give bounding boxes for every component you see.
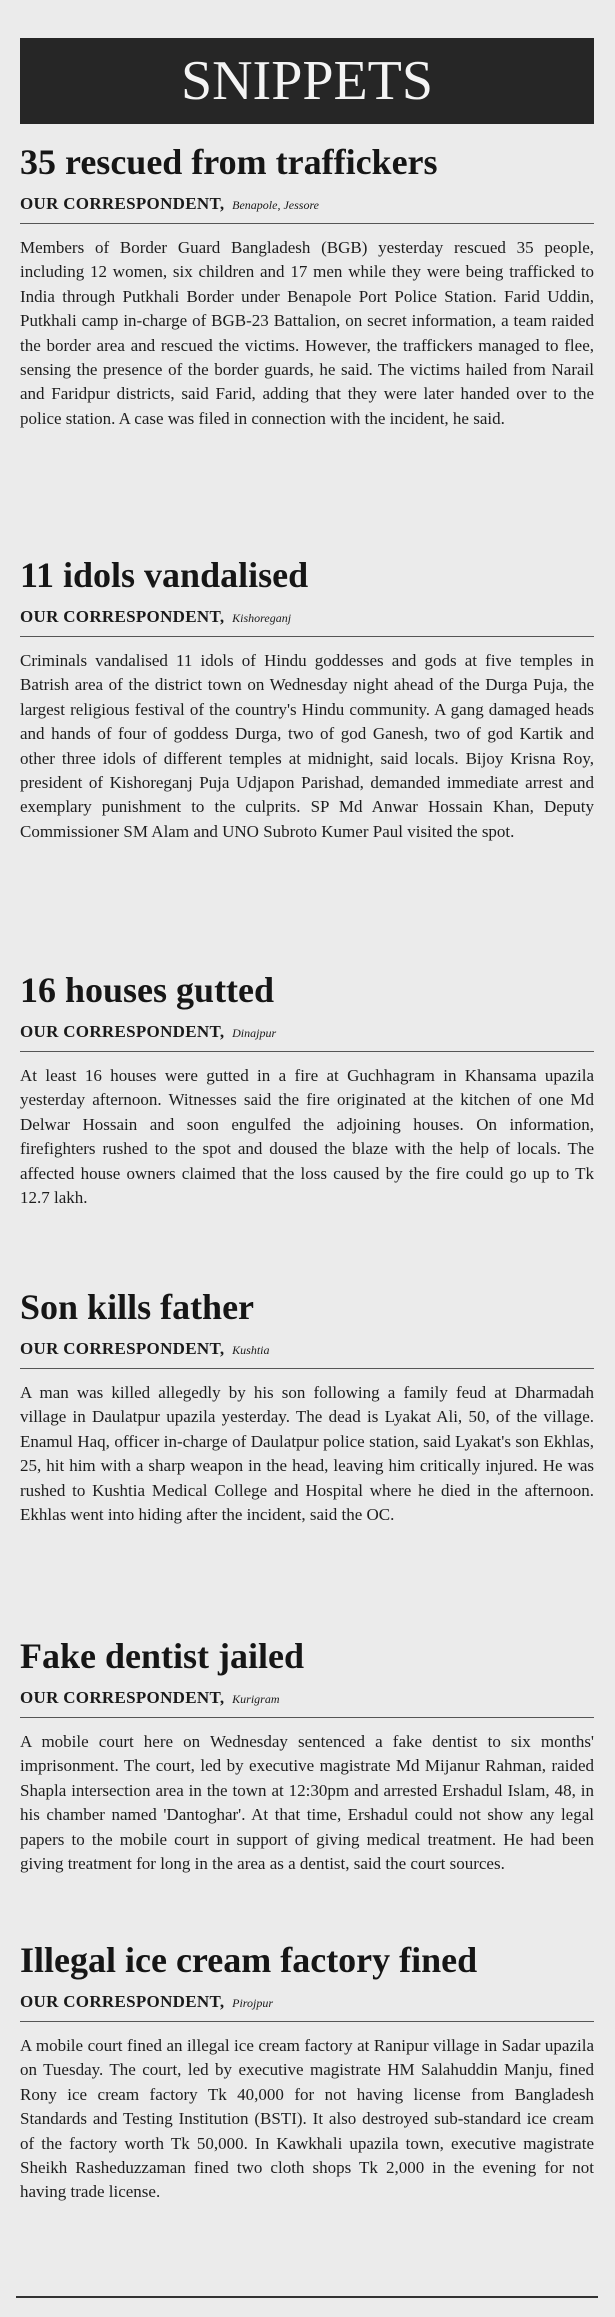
article-byline	[20, 607, 594, 628]
article-body: A man was killed allegedly by his son following a family feud at Dharmadah village in Daulatpur upazila yesterday. The dead is Lyakat Ali, 50, of the village. Enamul Haq, officer in-charge of Daulatpur police station, said Lyakat's son Ekhlas, 25, hit him with a sharp weapon in the head, leaving him critically injured. He was rushed to Kushtia Medical College and Hospital where he died in the afternoon. Ekhlas went into hiding after the incident, said the OC.	[20, 1383, 594, 1525]
article-byline	[20, 1022, 594, 1043]
article-body: Criminals vandalised 11 idols of Hindu goddesses and gods at five temples in Batrish area of the district town on Wednesday night ahead of the Durga Puja, the largest religious festival of the country's Hindu community. A gang damaged heads and hands of four of goddess Durga, two of god Ganesh, two of god Kartik and other three idols of different temples at midnight, said locals. Bijoy Krisna Roy, president of Kishoreganj Puja Udjapon Parishad, demanded immediate arrest and exemplary punishment to the culprits. SP Md Anwar Hossain Khan, Deputy Commissioner SM Alam and UNO Subroto Kumer Paul visited the spot.	[20, 651, 594, 841]
article-byline	[20, 1992, 594, 2013]
article-headline: Illegal ice cream factory fined	[20, 1940, 478, 1980]
article-headline: Son kills father	[20, 1287, 255, 1327]
article-headline: 16 houses gutted	[20, 970, 275, 1010]
byline-divider	[20, 1051, 594, 1052]
article-idols	[20, 555, 594, 844]
byline-location: Kishoreganj	[232, 611, 292, 625]
article-houses	[20, 970, 594, 1210]
article-son-kills-father	[20, 1287, 594, 1527]
section-title: SNIPPETS	[180, 50, 434, 112]
byline-author: OUR CORRESPONDENT,	[20, 1339, 225, 1358]
section-banner	[20, 38, 594, 124]
byline-location: Kushtia	[232, 1343, 270, 1357]
article-byline	[20, 1688, 594, 1709]
article-body: At least 16 houses were gutted in a fire at Guchhagram in Khansama upazila yesterday afternoon. Witnesses said the fire originated at the kitchen of one Md Delwar Hossain and soon engulfed the adjoining houses. On information, firefighters rushed to the spot and doused the blaze with the help of locals. The affected house owners claimed that the loss caused by the fire could go up to Tk 12.7 lakh.	[20, 1066, 594, 1208]
byline-location: Kurigram	[232, 1692, 280, 1706]
byline-author: OUR CORRESPONDENT,	[20, 1992, 225, 2011]
article-body: A mobile court fined an illegal ice cream factory at Ranipur village in Sadar upazila on Tuesday. The court, led by executive magistrate HM Salahuddin Manju, fined Rony ice cream factory Tk 40,000 for not having license from Bangladesh Standards and Testing Institution (BSTI). It also destroyed sub-standard ice cream of the factory worth Tk 50,000. In Kawkhali upazila town, executive magistrate Sheikh Rasheduzzaman fined two cloth shops Tk 2,000 in the evening for not having trade license.	[20, 2036, 594, 2202]
article-body: A mobile court here on Wednesday sentenced a fake dentist to six months' imprisonment. The court, led by executive magistrate Md Mijanur Rahman, raided Shapla intersection area in the town at 12:30pm and arrested Ershadul Islam, 48, in his chamber named 'Dantoghar'. At that time, Ershadul could not show any legal papers to the mobile court in support of giving medical treatment. He had been giving treatment for long in the area as a dentist, said the court sources.	[20, 1732, 594, 1874]
byline-author: OUR CORRESPONDENT,	[20, 1688, 225, 1707]
article-fake-dentist	[20, 1636, 594, 1876]
byline-divider	[20, 2021, 594, 2022]
byline-author: OUR CORRESPONDENT,	[20, 607, 225, 626]
byline-author: OUR CORRESPONDENT,	[20, 1022, 225, 1041]
byline-divider	[20, 223, 594, 224]
article-byline	[20, 1339, 594, 1360]
byline-divider	[20, 1368, 594, 1369]
article-headline: 11 idols vandalised	[20, 555, 309, 595]
article-headline: Fake dentist jailed	[20, 1636, 304, 1676]
byline-divider	[20, 1717, 594, 1718]
article-ice-cream-factory	[20, 1940, 594, 2205]
byline-author: OUR CORRESPONDENT,	[20, 194, 225, 213]
bottom-border	[16, 2296, 598, 2298]
byline-location: Dinajpur	[232, 1026, 277, 1040]
article-body: Members of Border Guard Bangladesh (BGB) yesterday rescued 35 people, including 12 women, six children and 17 men while they were being trafficked to India through Putkhali Border under Benapole Port Police Station. Farid Uddin, Putkhali camp in-charge of BGB-23 Battalion, on secret information, a team raided the border area and rescued the victims. However, the traffickers managed to flee, sensing the presence of the border guards, he said. The victims hailed from Narail and Faridpur districts, said Farid, adding that they were later handed over to the police station. A case was filed in connection with the incident, he said.	[20, 238, 594, 428]
byline-location: Pirojpur	[232, 1996, 274, 2010]
byline-divider	[20, 636, 594, 637]
article-byline	[20, 194, 594, 215]
byline-location: Benapole, Jessore	[232, 198, 319, 212]
article-headline: 35 rescued from traffickers	[20, 142, 438, 182]
article-traffickers	[20, 142, 594, 431]
